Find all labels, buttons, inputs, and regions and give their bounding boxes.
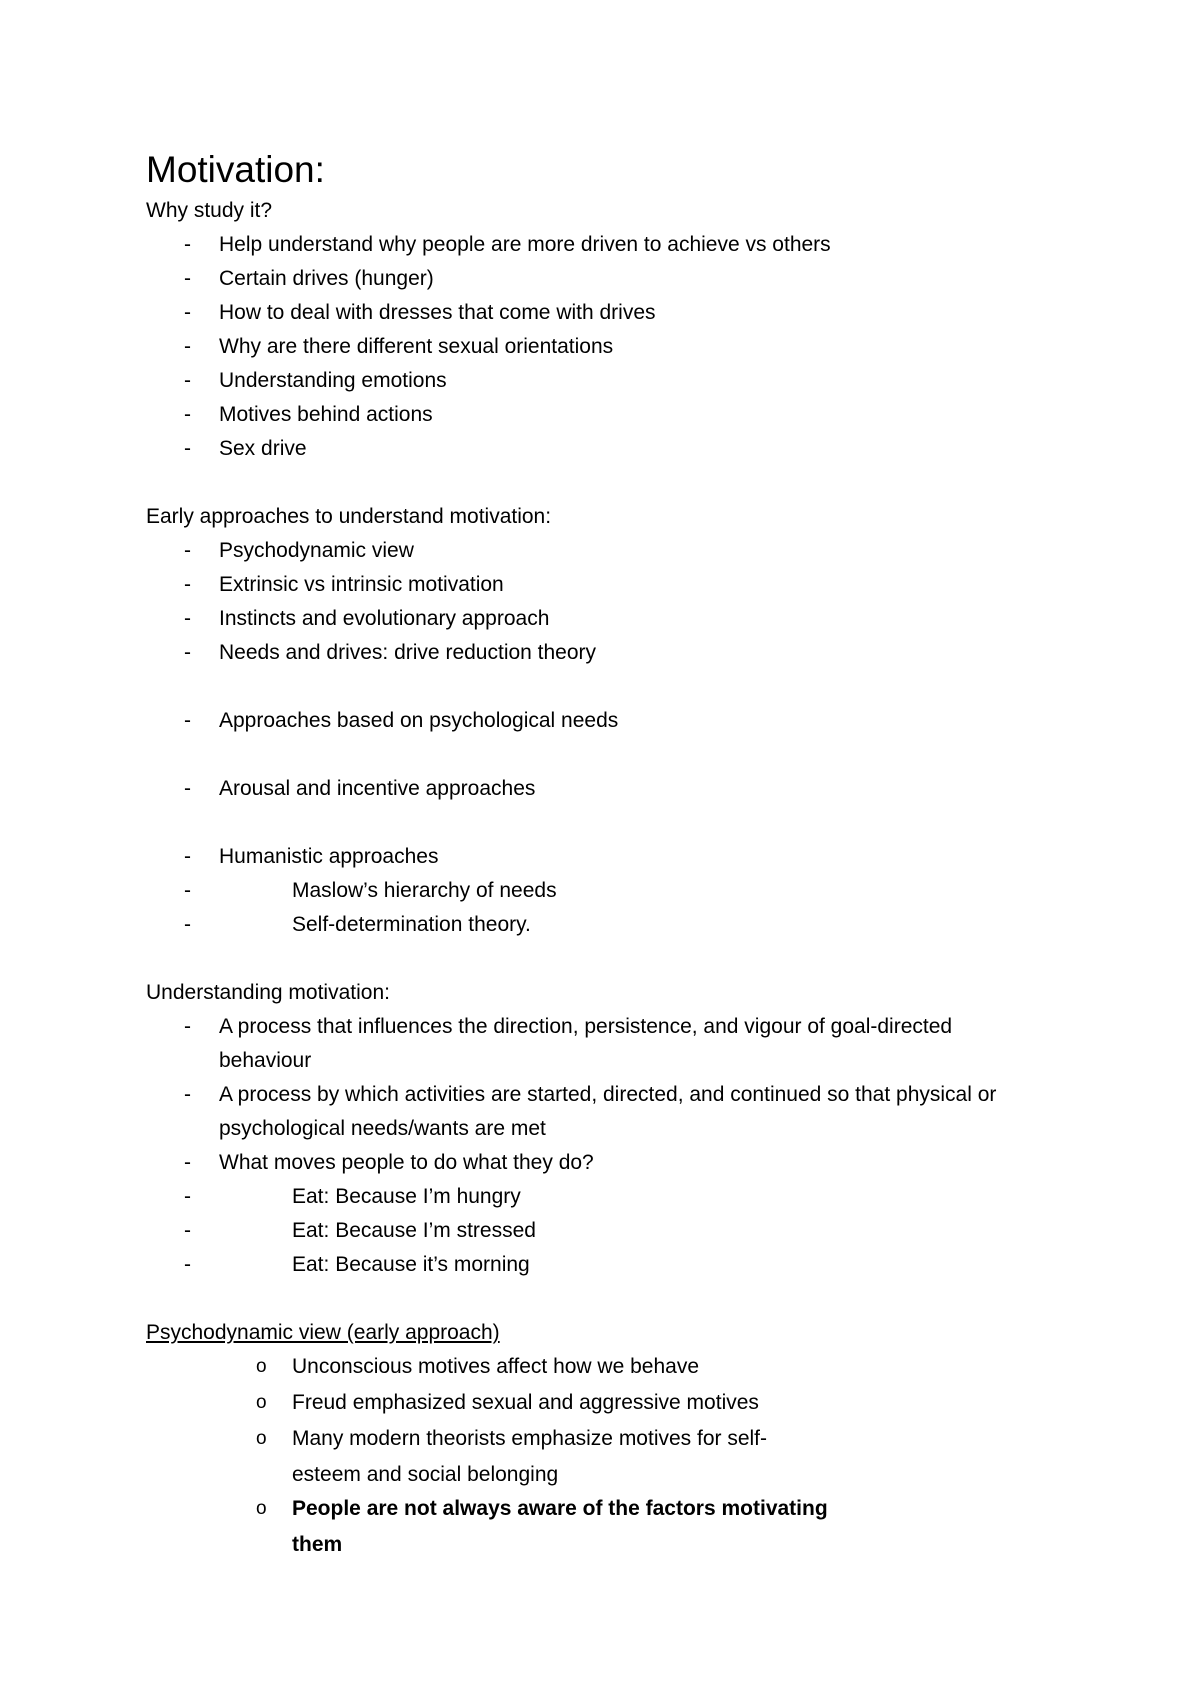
document-page: Motivation: Why study it? - Help understand why people are more driven to achieve vs others - Certain drives (hunger) - How to deal with dresses that come with drives - Why are there different sexual orientations - Understanding emotions - Motives behind actions - Sex drive Early approaches to understand motivation: - Psychodynamic view - Extrinsic vs intrinsic motivation - Instincts and evolutionary approach - Needs and drives: drive reduction theory - Approaches based on psychological needs - Arousal and incentive approaches - Humanistic approaches - Maslow’s hierarchy of needs - Self-determination theory. Understanding motivation: - A process that influences the direction, persistence, and vigour of goal-directed behaviour - A process by which activities are started, directed, and continued so that physical or psychological needs/wants are met - What moves people to do what they do? - Eat: Because I’m hungry - Eat: Because I’m stressed - Eat: Because it’s morning Psychodynamic view (early approach) o Unconscious motives affect how we behave o Freud emphasized sexual and aggressive motives o Many modern theorists emphasize motives for self- esteem and social belonging o People are not always aware of the factors motivating them [146,149,997,1556]
psychodynamic-heading: Psychodynamic view (early approach) [146,1321,500,1344]
dash-bullet: - [184,1185,191,1208]
dash-bullet: - [184,845,191,868]
dash-bullet: - [184,335,191,358]
circle-bullet: o [256,1498,267,1519]
dash-bullet: - [184,913,191,936]
dash-bullet: - [184,539,191,562]
dash-bullet: - [184,1015,191,1038]
dash-bullet: - [184,403,191,426]
dash-bullet: - [184,1219,191,1242]
understanding-heading: Understanding motivation: [146,981,390,1004]
dash-bullet: - [184,1083,191,1106]
early-heading: Early approaches to understand motivation: [146,505,552,528]
page-title: Motivation: [146,149,325,190]
dash-bullet: - [184,1151,191,1174]
dash-bullet: - [184,1253,191,1276]
dash-bullet: - [184,233,191,256]
circle-bullet: o [256,1392,267,1413]
dash-bullet: - [184,437,191,460]
dash-bullet: - [184,267,191,290]
dash-bullet: - [184,641,191,664]
circle-bullet: o [256,1428,267,1449]
dash-bullet: - [184,301,191,324]
dash-bullet: - [184,879,191,902]
why-heading: Why study it? [146,199,273,222]
dash-bullet: - [184,573,191,596]
dash-bullet: - [184,607,191,630]
dash-bullet: - [184,709,191,732]
dash-bullet: - [184,369,191,392]
circle-bullet: o [256,1356,267,1377]
dash-bullet: - [184,777,191,800]
